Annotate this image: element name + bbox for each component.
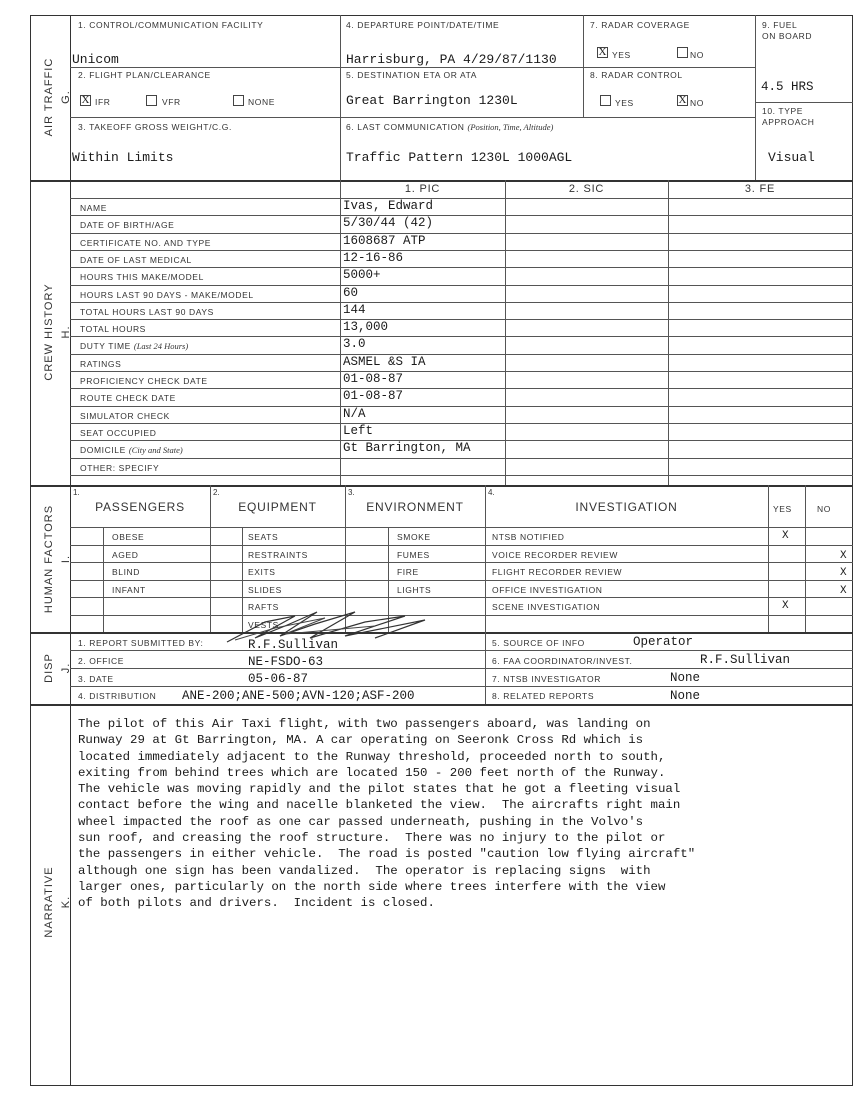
grid-line <box>70 475 853 476</box>
investigation-item: VOICE RECORDER REVIEW <box>492 549 618 560</box>
date-value[interactable]: 05-06-87 <box>248 672 309 686</box>
investigation-yes-mark[interactable]: X <box>782 530 789 542</box>
grid-line <box>70 336 853 337</box>
grid-line <box>70 388 853 389</box>
crew-row-label: NAME <box>80 203 107 213</box>
crew-row-pic-value[interactable]: 60 <box>343 285 359 300</box>
radar-control-yes-checkbox[interactable] <box>600 95 611 106</box>
investigation-yes-header: YES <box>773 504 792 514</box>
grid-line <box>70 267 853 268</box>
approach-label-line2: APPROACH <box>762 117 815 127</box>
grid-line <box>70 354 853 355</box>
investigation-no-mark[interactable]: X <box>840 549 847 562</box>
grid-line <box>70 302 853 303</box>
passengers-num: 1. <box>73 488 80 497</box>
crew-row-pic-value[interactable]: 144 <box>343 302 366 317</box>
crew-row-label: CERTIFICATE NO. AND TYPE <box>80 237 212 248</box>
section-letter-human-factors: I. <box>60 554 72 564</box>
equipment-item: EXITS <box>248 567 276 577</box>
radar-coverage-yes-label: YES <box>612 50 631 60</box>
investigation-item: NTSB NOTIFIED <box>492 532 565 542</box>
radar-control-no-label: NO <box>690 98 704 108</box>
coordinator-value[interactable]: R.F.Sullivan <box>700 653 791 667</box>
last-communication-value[interactable]: Traffic Pattern 1230L 1000AGL <box>346 150 573 165</box>
radar-coverage-label: 7. RADAR COVERAGE <box>590 20 690 30</box>
column-header-fe: 3. FE <box>744 183 776 195</box>
radar-coverage-no-checkbox[interactable] <box>677 47 688 58</box>
investigation-no-mark[interactable]: X <box>840 567 847 579</box>
radar-control-yes-label: YES <box>615 98 634 108</box>
environment-item: FUMES <box>397 549 430 560</box>
report-submitted-value[interactable]: R.F.Sullivan <box>248 638 339 652</box>
ntsb-investigator-value[interactable]: None <box>670 671 701 685</box>
crew-row-label: DATE OF BIRTH/AGE <box>80 220 175 231</box>
section-letter-narrative: K. <box>60 895 72 909</box>
equipment-title: EQUIPMENT <box>238 500 317 514</box>
section-label-disp: DISP <box>43 653 55 683</box>
crew-row-pic-value[interactable]: 01-08-87 <box>343 389 404 404</box>
ifr-label: IFR <box>95 97 111 107</box>
investigation-no-header: NO <box>817 504 831 514</box>
grid-line <box>70 250 853 251</box>
radar-control-no-checkbox[interactable]: X <box>678 94 687 106</box>
column-header-sic: 2. SIC <box>568 183 605 195</box>
investigation-item: FLIGHT RECORDER REVIEW <box>492 567 623 577</box>
investigation-item: SCENE INVESTIGATION <box>492 602 601 612</box>
ifr-checkbox[interactable]: X <box>81 94 90 106</box>
coordinator-label: 6. FAA COORDINATOR/INVEST. <box>492 656 633 666</box>
grid-line <box>70 650 853 651</box>
crew-row-label: HOURS THIS MAKE/MODEL <box>80 272 204 283</box>
narrative-text[interactable]: The pilot of this Air Taxi flight, with two passengers aboard, was landing on Runway 29 at Gt Barrington, MA. A car operating on Seeronk Cross Rd which is located immediately adjacent to the Runway threshold, proceeded north to south, exiting from behind trees which are located 150 - 200 feet north of the Runway. The vehicle was moving rapidly and the pilot states that he got a fleeting visual contact before the wing and nacelle blanketed the view. The aircrafts right main wheel impacted the roof as one car passed underneath, pushing in the Volvo's sun roof, and creasing the roof structure. There was no injury to the pilot or the passengers in either vehicle. The road is posted "caution low flying aircraft" although one sign has been vandalized. The operator is replacing signs with larger ones, particularly on the north side where trees interfere with the view of both pilots and drivers. Incident is closed. <box>78 717 696 911</box>
investigation-item: OFFICE INVESTIGATION <box>492 584 603 595</box>
grid-line <box>755 102 853 103</box>
column-header-pic: 1. PIC <box>404 183 441 195</box>
grid-line <box>70 686 853 687</box>
fuel-value[interactable]: 4.5 HRS <box>761 80 814 94</box>
grid-line <box>805 485 806 632</box>
crew-row-pic-value[interactable]: ASMEL &S IA <box>343 354 426 369</box>
equipment-item: RESTRAINTS <box>248 549 308 560</box>
radar-control-label: 8. RADAR CONTROL <box>590 70 683 80</box>
crew-row-pic-value[interactable]: N/A <box>343 406 366 421</box>
grid-line <box>70 198 853 199</box>
related-reports-label: 8. RELATED REPORTS <box>492 691 595 701</box>
equipment-item: SEATS <box>248 532 279 542</box>
passenger-item: BLIND <box>112 567 141 577</box>
section-label-air-traffic: AIR TRAFFIC <box>43 57 55 137</box>
passengers-title: PASSENGERS <box>95 500 185 514</box>
crew-row-pic-value[interactable]: Gt Barrington, MA <box>343 441 471 456</box>
divider-crew-human <box>30 485 853 487</box>
crew-row-label: DATE OF LAST MEDICAL <box>80 254 192 265</box>
crew-row-label: TOTAL HOURS <box>80 324 146 335</box>
investigation-yes-mark[interactable]: X <box>782 600 789 612</box>
crew-row-pic-value[interactable]: 12-16-86 <box>343 250 404 265</box>
grid-line <box>583 15 584 117</box>
crew-row-label: PROFICIENCY CHECK DATE <box>80 376 208 386</box>
crew-row-pic-value[interactable]: Ivas, Edward <box>343 199 434 213</box>
section-label-human-factors: HUMAN FACTORS <box>43 504 55 614</box>
grid-line <box>70 406 853 407</box>
grid-line <box>755 15 756 180</box>
departure-value[interactable]: Harrisburg, PA 4/29/87/1130 <box>346 52 557 67</box>
grid-line <box>70 233 853 234</box>
equipment-item: SLIDES <box>248 584 282 595</box>
takeoff-weight-value[interactable]: Within Limits <box>72 150 174 165</box>
none-label: NONE <box>248 97 275 107</box>
grid-line <box>340 15 341 180</box>
crew-row-label: RATINGS <box>80 358 122 369</box>
divider-air-crew <box>30 180 853 182</box>
crew-row-pic-value[interactable]: 3.0 <box>343 337 366 352</box>
ntsb-investigator-label: 7. NTSB INVESTIGATOR <box>492 674 601 684</box>
crew-row-pic-value[interactable]: 5/30/44 (42) <box>343 216 434 231</box>
equipment-item: VESTS <box>248 619 279 630</box>
distribution-label: 4. DISTRIBUTION <box>78 691 157 701</box>
vfr-checkbox[interactable] <box>146 95 157 106</box>
approach-value[interactable]: Visual <box>768 150 815 165</box>
control-facility-value[interactable]: Unicom <box>72 52 119 67</box>
equipment-item: RAFTS <box>248 602 279 612</box>
destination-label: 5. DESTINATION ETA OR ATA <box>346 70 478 80</box>
grid-line <box>70 562 853 563</box>
date-label: 3. DATE <box>78 674 114 684</box>
none-checkbox[interactable] <box>233 95 244 106</box>
fuel-label-line1: 9. FUEL <box>762 20 798 30</box>
environment-item: SMOKE <box>397 532 431 542</box>
grid-line <box>70 215 853 216</box>
report-submitted-label: 1. REPORT SUBMITTED BY: <box>78 638 204 648</box>
crew-row-label: TOTAL HOURS LAST 90 DAYS <box>80 306 214 317</box>
source-value[interactable]: Operator <box>633 635 694 649</box>
crew-row-label: ROUTE CHECK DATE <box>80 393 176 404</box>
radar-coverage-no-label: NO <box>690 50 704 60</box>
office-label: 2. OFFICE <box>78 656 125 666</box>
investigation-title: INVESTIGATION <box>575 500 678 514</box>
crew-row-pic-value[interactable]: 5000+ <box>343 268 381 283</box>
grid-line <box>70 615 853 616</box>
environment-item: LIGHTS <box>397 584 432 595</box>
grid-line <box>70 458 853 459</box>
control-facility-label: 1. CONTROL/COMMUNICATION FACILITY <box>78 20 264 30</box>
last-communication-label: 6. LAST COMMUNICATION (Position, Time, Altitude) <box>346 122 554 132</box>
destination-value[interactable]: Great Barrington 1230L <box>346 93 518 108</box>
passenger-item: OBESE <box>112 532 145 542</box>
related-reports-value[interactable]: None <box>670 689 701 703</box>
office-value[interactable]: NE-FSDO-63 <box>248 655 324 669</box>
distribution-value[interactable]: ANE-200;ANE-500;AVN-120;ASF-200 <box>182 689 415 703</box>
source-label: 5. SOURCE OF INFO <box>492 638 585 648</box>
environment-item: FIRE <box>397 567 419 577</box>
grid-line <box>70 371 853 372</box>
grid-line <box>70 67 755 68</box>
grid-line <box>70 597 853 598</box>
departure-label: 4. DEPARTURE POINT/DATE/TIME <box>346 20 500 30</box>
grid-line <box>70 527 853 528</box>
grid-line <box>70 668 853 669</box>
grid-line <box>768 485 769 632</box>
environment-title: ENVIRONMENT <box>366 500 464 514</box>
grid-line <box>70 423 853 424</box>
passenger-item: INFANT <box>112 584 146 595</box>
section-letter-crew-history: H. <box>60 325 72 339</box>
crew-row-label: OTHER: SPECIFY <box>80 462 160 473</box>
grid-line <box>70 285 853 286</box>
approach-label-line1: 10. TYPE <box>762 106 804 116</box>
crew-row-pic-value[interactable]: 1608687 ATP <box>343 233 426 248</box>
crew-row-label: DUTY TIME (Last 24 Hours) <box>80 341 189 352</box>
grid-line <box>70 580 853 581</box>
grid-line <box>70 319 853 320</box>
crew-row-label: DOMICILE (City and State) <box>80 445 183 456</box>
grid-line <box>70 117 755 118</box>
section-label-narrative: NARRATIVE <box>43 866 55 938</box>
crew-row-label: SIMULATOR CHECK <box>80 410 170 421</box>
takeoff-weight-label: 3. TAKEOFF GROSS WEIGHT/C.G. <box>78 122 232 132</box>
section-letter-disp: J. <box>60 662 72 674</box>
section-letter-air-traffic: G. <box>60 90 72 104</box>
radar-coverage-yes-checkbox[interactable]: X <box>598 46 607 58</box>
section-label-crew-history: CREW HISTORY <box>43 283 55 381</box>
crew-row-label: SEAT OCCUPIED <box>80 427 157 438</box>
vfr-label: VFR <box>162 97 181 107</box>
environment-num: 3. <box>348 488 355 497</box>
form-frame <box>30 15 853 1086</box>
fuel-label-line2: ON BOARD <box>762 31 813 41</box>
crew-row-label: HOURS LAST 90 DAYS - MAKE/MODEL <box>80 289 254 300</box>
equipment-num: 2. <box>213 488 220 497</box>
divider-disp-narr <box>30 704 853 706</box>
crew-row-pic-value[interactable]: Left <box>343 423 374 438</box>
grid-line <box>70 545 853 546</box>
investigation-num: 4. <box>488 488 495 497</box>
passenger-item: AGED <box>112 549 139 560</box>
crew-row-pic-value[interactable]: 01-08-87 <box>343 372 404 386</box>
crew-row-pic-value[interactable]: 13,000 <box>343 320 389 335</box>
investigation-no-mark[interactable]: X <box>840 584 847 597</box>
flight-plan-label: 2. FLIGHT PLAN/CLEARANCE <box>78 70 211 80</box>
